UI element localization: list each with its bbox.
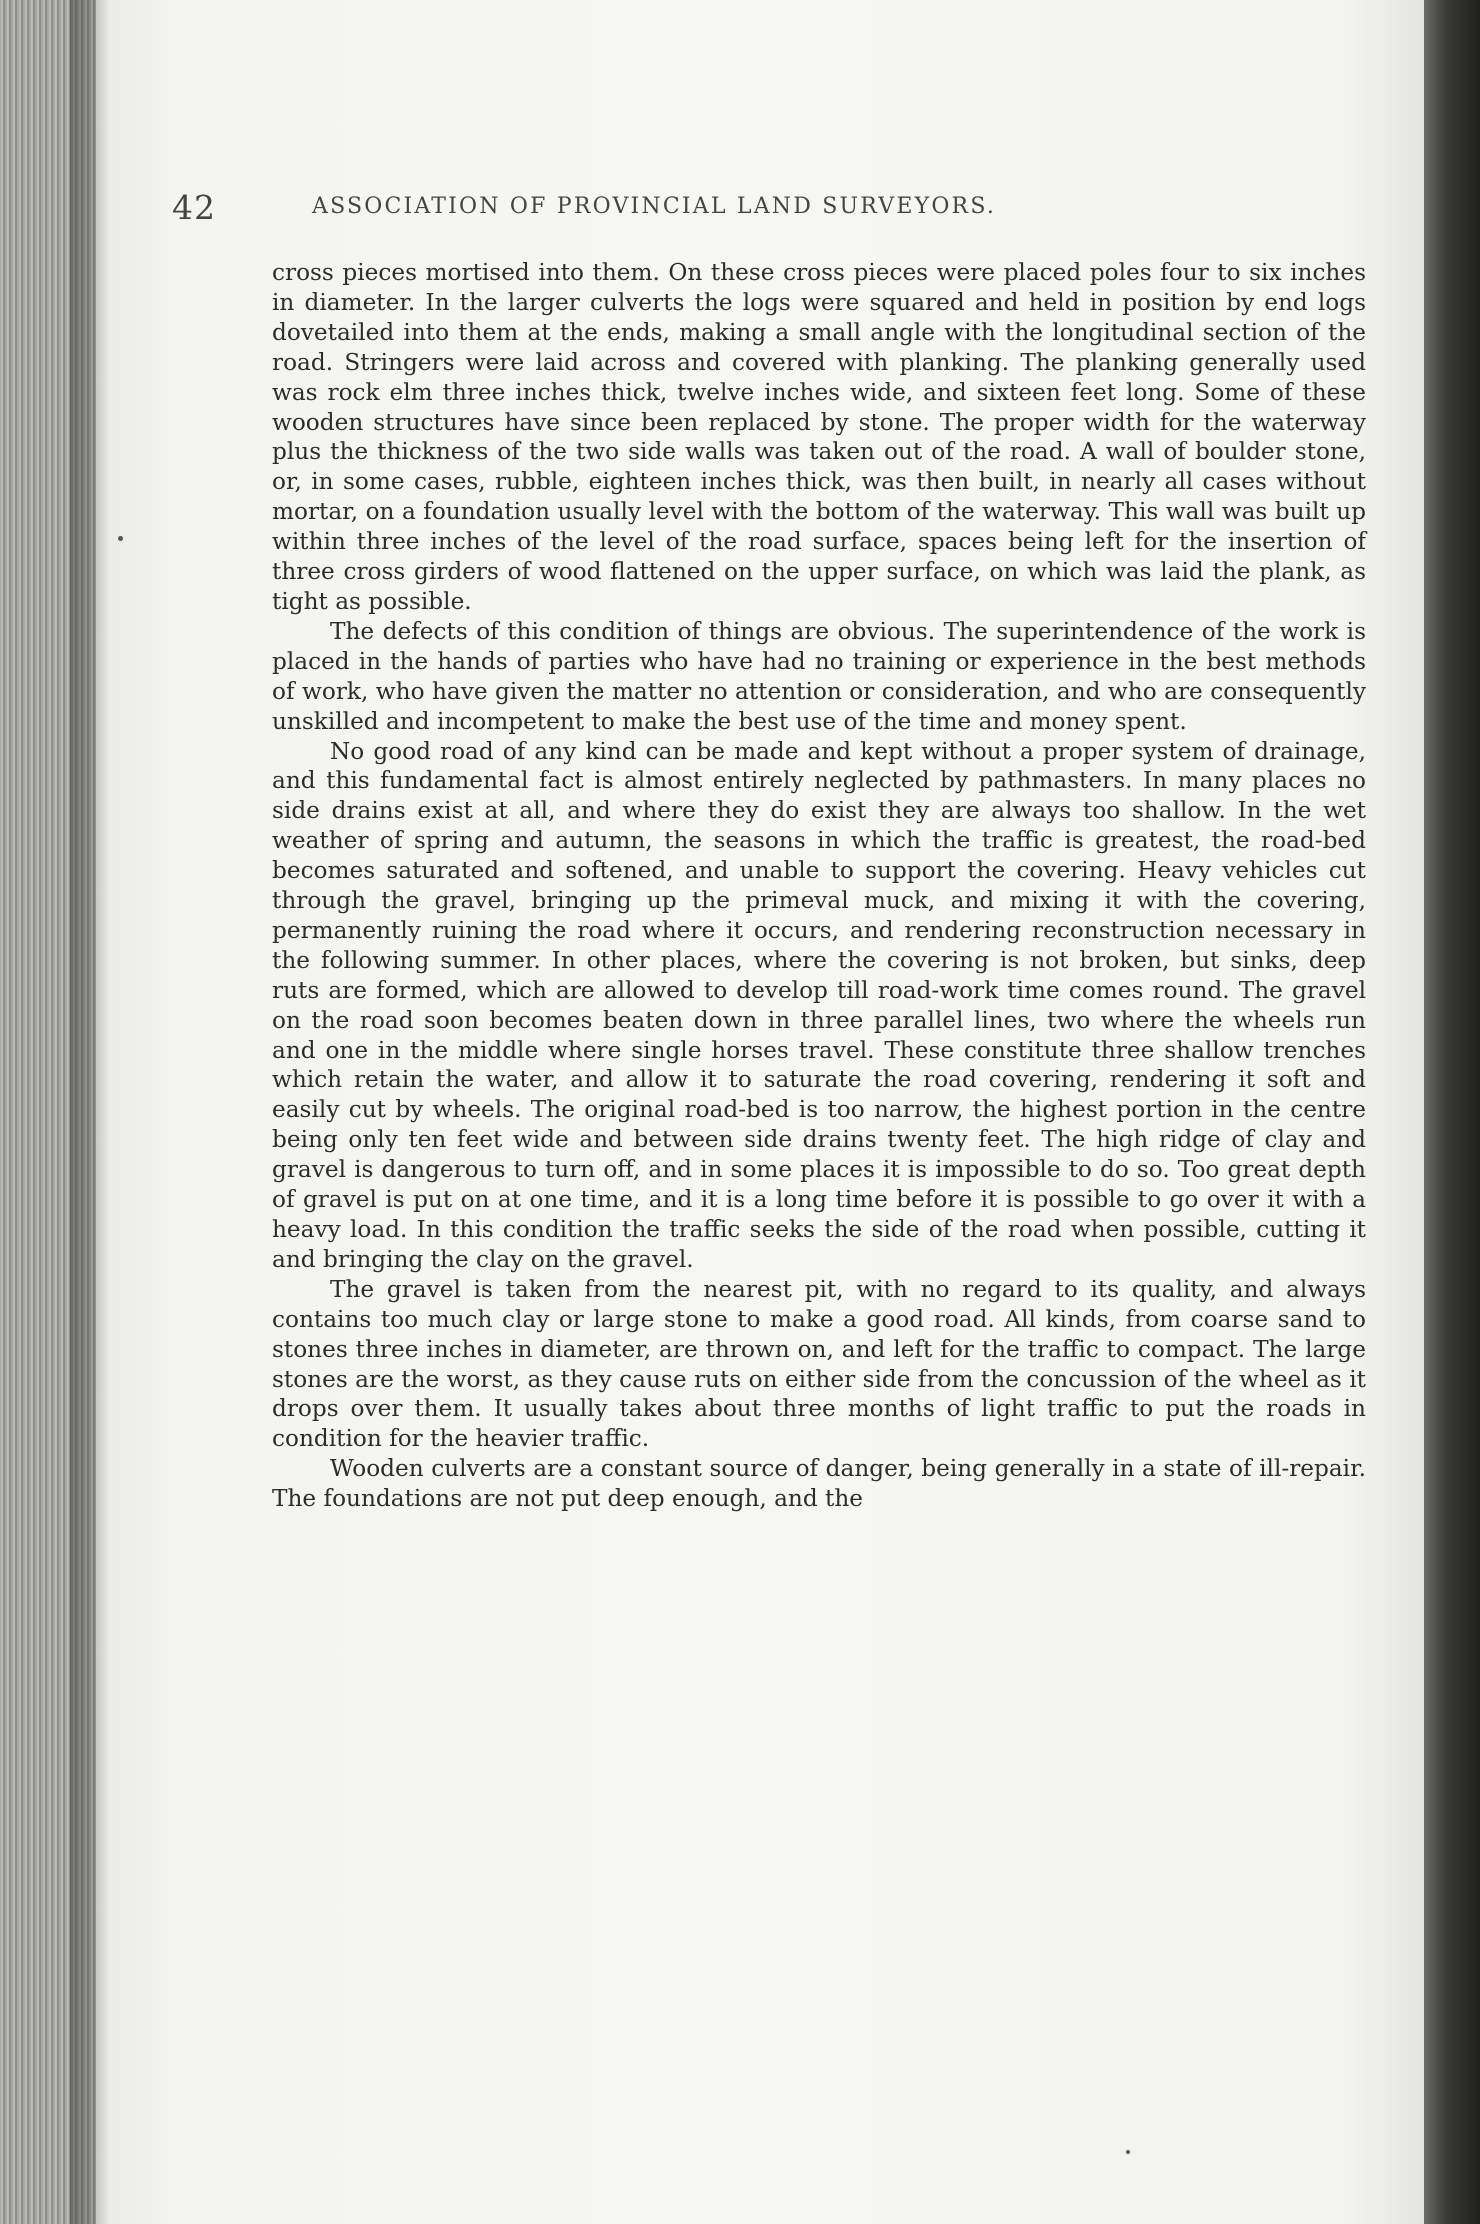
- paragraph-1: cross pieces mortised into them. On these cross pieces were placed poles four to six inches in diameter. In the larger culverts the logs were squared and held in position by end logs dovetailed into them at the ends, making a small angle with the longitudinal section of the road. Stringers were laid across and covered with planking. The planking generally used was rock elm three inches thick, twelve inches wide, and sixteen feet long. Some of these wooden structures have since been replaced by stone. The proper width for the waterway plus the thickness of the two side walls was taken out of the road. A wall of boulder stone, or, in some cases, rubble, eighteen inches thick, was then built, in nearly all cases without mortar, on a foundation usually level with the bottom of the waterway. This wall was built up within three inches of the level of the road surface, spaces being left for the insertion of three cross girders of wood flattened on the upper surface, on which was laid the plank, as tight as possible.: [272, 259, 1366, 615]
- scan-speck: [1126, 2150, 1130, 2154]
- paragraph-5: Wooden culverts are a constant source of danger, being generally in a state of ill-repair. The foundations are not put deep enough, and the: [272, 1455, 1366, 1513]
- scan-speck: [118, 536, 123, 541]
- paragraph-3: No good road of any kind can be made and kept without a proper system of drainage, and this fundamental fact is almost entirely neglected by pathmasters. In many places no side drains exist at all, and where they do exist they are always too shallow. In the wet weather of spring and autumn, the seasons in which the traffic is greatest, the road-bed becomes saturated and softened, and unable to support the covering. Heavy vehicles cut through the gravel, bringing up the primeval muck, and mixing it with the covering, permanently ruining the road where it occurs, and rendering reconstruction necessary in the following summer. In other places, where the covering is not broken, but sinks, deep ruts are formed, which are allowed to develop till road-work time comes round. The gravel on the road soon becomes beaten down in three parallel lines, two where the wheels run and one in the middle where single horses travel. These constitute three shallow trenches which retain the water, and allow it to saturate the road covering, rendering it soft and easily cut by wheels. The original road-bed is too narrow, the highest portion in the centre being only ten feet wide and between side drains twenty feet. The high ridge of clay and gravel is dangerous to turn off, and in some places it is impossible to do so. Too great depth of gravel is put on at one time, and it is a long time before it is possible to go over it with a heavy load. In this condition the traffic seeks the side of the road when possible, cutting it and bringing the clay on the gravel.: [272, 737, 1366, 1273]
- running-title: ASSOCIATION OF PROVINCIAL LAND SURVEYORS.: [312, 194, 997, 219]
- running-head: [172, 188, 1172, 228]
- gutter-shadow: [70, 0, 110, 2224]
- paragraph-4: The gravel is taken from the nearest pit, with no regard to its quality, and always contains too much clay or large stone to make a good road. All kinds, from coarse sand to stones three inches in diameter, are thrown on, and left for the traffic to compact. The large stones are the worst, as they cause ruts on either side from the concussion of the wheel as it drops over them. It usually takes about three months of light traffic to put the roads in condition for the heavier traffic.: [272, 1275, 1366, 1453]
- body-text: [272, 258, 1366, 1514]
- paragraph-2: The defects of this condition of things are obvious. The superintendence of the work is placed in the hands of parties who have had no training or experience in the best methods of work, who have given the matter no attention or consideration, and who are consequently unskilled and incompetent to make the best use of the time and money spent.: [272, 617, 1366, 735]
- scan-border: [1424, 0, 1480, 2224]
- page-number: 42: [172, 188, 216, 227]
